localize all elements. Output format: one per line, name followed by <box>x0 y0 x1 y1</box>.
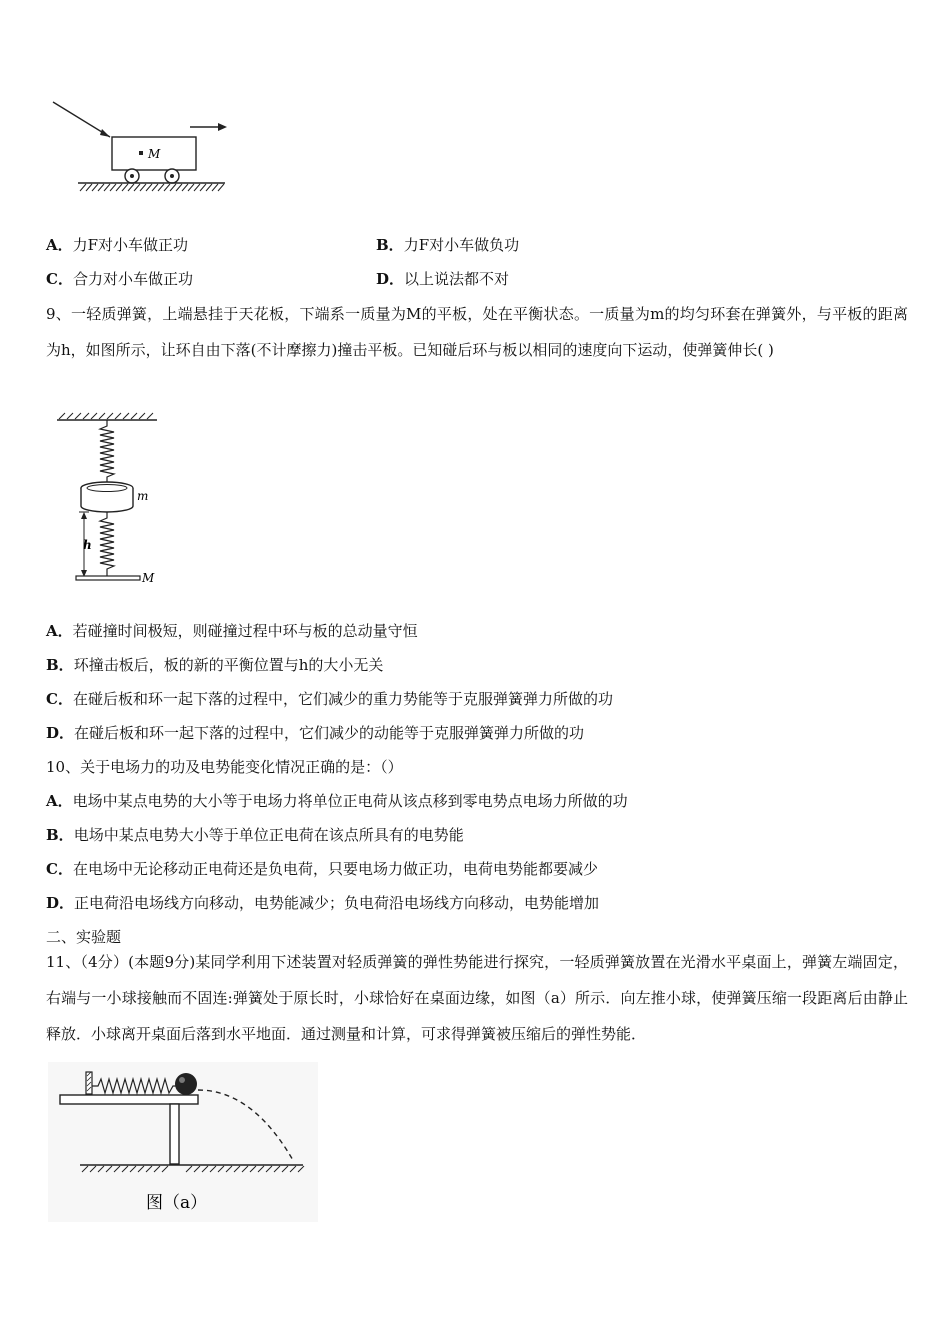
q9-option-c: C．在碰后板和环一起下落的过程中，它们减少的重力势能等于克服弹簧弹力所做的功 <box>46 690 613 708</box>
section-heading: 二、实验题 <box>46 928 122 946</box>
q9-option-a: A．若碰撞时间极短，则碰撞过程中环与板的总动量守恒 <box>46 622 418 640</box>
q8-option-c: C．合力对小车做正功 <box>46 270 193 288</box>
q9-option-d: D．在碰后板和环一起下落的过程中，它们减少的动能等于克服弹簧弹力所做的功 <box>46 724 585 742</box>
ring-mass-label: m <box>137 489 149 503</box>
q8-option-a: A．力F对小车做正功 <box>46 236 189 254</box>
q11-stem: 11、（4分）(本题9分)某同学利用下述装置对轻质弹簧的弹性势能进行探究，一轻质弹簧放置在光滑水平桌面上，弹簧左端固定，右端与一小球接触而不固连:弹簧处于原长时，小球恰好在桌面边缘，如图（a）所示．向左推小球，使弹簧压缩一段距离后由静止释放．小球离开桌面后落到水平地面．通过测量和计算，可求得弹簧被压缩后的弹性势能． <box>46 953 908 1043</box>
spring-table-figure <box>48 1062 318 1222</box>
q8-option-b: B．力F对小车做负功 <box>376 236 520 254</box>
cart-figure <box>50 95 240 195</box>
figure-a-caption: 图（a） <box>146 1193 208 1213</box>
q9-option-b: B．环撞击板后，板的新的平衡位置与h的大小无关 <box>46 656 384 674</box>
q10-option-c: C．在电场中无论移动正电荷还是负电荷，只要电场力做正功，电荷电势能都要减少 <box>46 860 598 878</box>
q10-option-d: D．正电荷沿电场线方向移动，电势能减少；负电荷沿电场线方向移动，电势能增加 <box>46 894 600 912</box>
q10-stem: 10、关于电场力的功及电势能变化情况正确的是：（） <box>46 758 403 776</box>
cart-mass-label: M <box>148 147 161 161</box>
q10-option-a: A．电场中某点电势的大小等于电场力将单位正电荷从该点移到零电势点电场力所做的功 <box>46 792 628 810</box>
height-label: h <box>83 538 92 552</box>
plate-mass-label: M <box>142 571 155 585</box>
q8-option-d: D．以上说法都不对 <box>376 270 510 288</box>
q9-stem: 9、一轻质弹簧，上端悬挂于天花板，下端系一质量为M的平板，处在平衡状态。一质量为m的均匀环套在弹簧外，与平板的距离为h，如图所示，让环自由下落(不计摩擦力)撞击平板。已知碰后环与板以相同的速度向下运动，使弹簧伸长( ) <box>46 305 908 359</box>
spring-ring-figure <box>52 412 172 592</box>
q10-option-b: B．电场中某点电势大小等于单位正电荷在该点所具有的电势能 <box>46 826 464 844</box>
